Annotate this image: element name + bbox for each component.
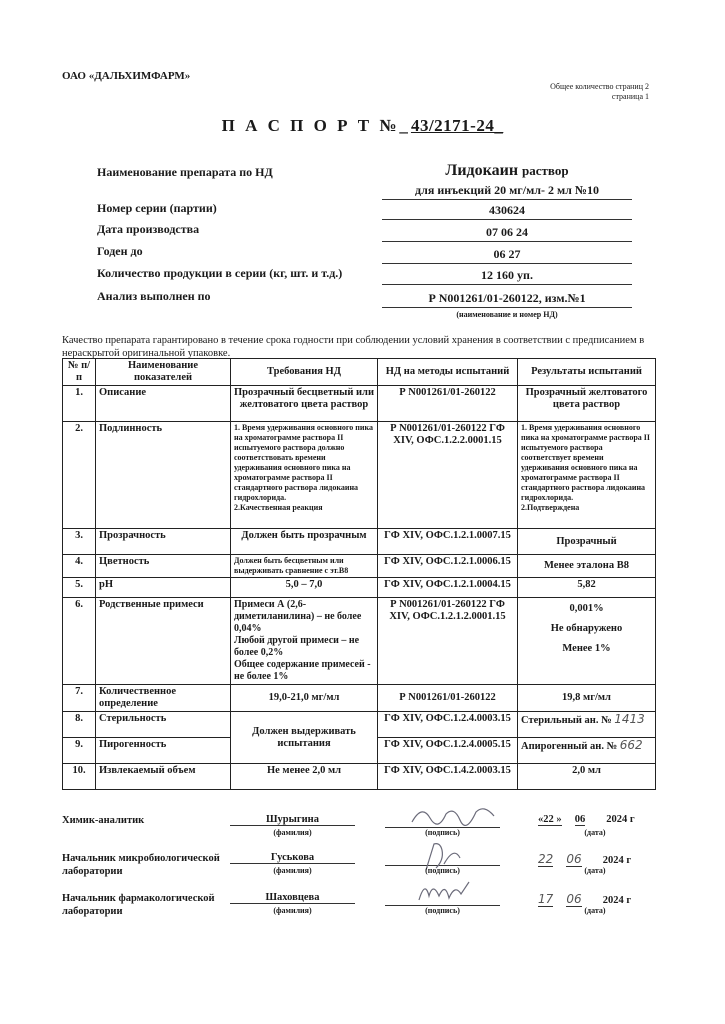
row-method: ГФ XIV, ОФС.1.4.2.0003.15 [378,764,518,790]
sig-date-micro [538,852,631,866]
row-name: Подлинность [96,422,231,529]
quality-statement: Качество препарата гарантировано в течение срока годности при соблюдении условий хранения в соответствии с предписанием в нераскрытой оригинальной упаковке. [62,335,645,359]
header-name: Наименование показателей [96,359,231,386]
row-result: 1. Время удерживания основного пика на хроматограмме раствора II испытуемого раствора соответствует времени удерживания основного пика на хроматограмме раствора II стандартного раствора лидокаина гидрохлорида. 2.Подтверждена [518,422,656,529]
sig-sign-caption: (подпись) [425,866,460,875]
expiry-label: Годен до [97,244,143,258]
drug-form: раствор [522,163,569,178]
drug-desc: для инъекций 20 мг/мл- 2 мл №10 [382,183,632,200]
sig-date-caption: (дата) [584,906,606,915]
table-row [63,598,656,685]
row-req: 5,0 – 7,0 [231,578,378,598]
page-number: страница 1 [611,92,649,101]
row-num: 8. [63,712,96,738]
result-text: Апирогенный ан. № [521,741,618,752]
sig-role-chemist: Химик-аналитик [62,815,145,826]
row-name: Описание [96,386,231,422]
drug-label: Наименование препарата по НД [97,165,273,179]
header-req: Требования НД [231,359,378,386]
sig-name-caption: (фамилия) [273,866,312,875]
row-num: 10. [63,764,96,790]
page-count [550,82,649,102]
sig-year: 2024 г [602,855,632,866]
row-name: Извлекаемый объем [96,764,231,790]
signature-mark [410,800,500,830]
handwritten-number: 662 [619,738,643,752]
row-result: Прозрачный желтоватого цвета раствор [518,386,656,422]
test-results-table [62,358,656,790]
drug-name-text: Лидокаин [445,162,519,179]
row-req: 1. Время удерживания основного пика на хроматограмме раствора II испытуемого раствора должно соответствовать времени удерживания основного пика на хроматограмме раствора II стандартного раствора лидокаина гидрохлорида. 2.Качественная реакция [231,422,378,529]
passport-number: 43/2171-24_ [410,116,504,135]
row-name: Стерильность [96,712,231,738]
row-method: ГФ XIV, ОФС.1.2.4.0005.15 [378,738,518,764]
row-result [518,738,656,764]
row-req: Должен выдерживать испытания [231,712,378,764]
row-result: 5,82 [518,578,656,598]
series-label: Номер серии (партии) [97,201,217,215]
sig-date-chemist [538,814,635,825]
prod-date-label: Дата производства [97,222,200,236]
sig-day: 22 [538,852,554,866]
row-num: 5. [63,578,96,598]
row-num: 3. [63,529,96,555]
prod-date-value: 07 06 24 [382,225,632,242]
table-row [63,386,656,422]
sig-name-micro: Гуськова [230,852,355,864]
row-req: Должен быть бесцветным или выдерживать сравнение с эт.В8 [231,555,378,578]
sig-date-caption: (дата) [584,828,606,837]
passport-title [0,116,725,136]
table-header-row [63,359,656,386]
row-num: 9. [63,738,96,764]
row-num: 1. [63,386,96,422]
row-method: Р N001261/01-260122 ГФ XIV, ОФС.1.2.2.0001.15 [378,422,518,529]
row-method: Р N001261/01-260122 [378,386,518,422]
sig-day: 17 [538,892,554,906]
header-method: НД на методы испытаний [378,359,518,386]
sig-role-micro: Начальник микробиологической лаборатории [62,853,220,877]
table-row [63,712,656,738]
row-num: 7. [63,685,96,712]
row-method: ГФ XIV, ОФС.1.2.1.0007.15 [378,529,518,555]
row-num: 2. [63,422,96,529]
passport-prefix: П А С П О Р Т №_ [221,116,411,135]
row-req: Прозрачный бесцветный или желтоватого цвета раствор [231,386,378,422]
row-result: 0,001% Не обнаружено Менее 1% [518,598,656,685]
table-row [63,578,656,598]
row-method: Р N001261/01-260122 ГФ XIV, ОФС.1.2.1.2.0001.15 [378,598,518,685]
row-name: Прозрачность [96,529,231,555]
sig-day: «22 » [538,814,562,825]
row-result: 19,8 мг/мл [518,685,656,712]
row-result: 2,0 мл [518,764,656,790]
sig-name-pharm: Шаховцева [230,892,355,904]
row-result: Прозрачный [518,529,656,555]
table-row [63,422,656,529]
row-name: pH [96,578,231,598]
row-num: 6. [63,598,96,685]
row-req: Не менее 2,0 мл [231,764,378,790]
row-method: Р N001261/01-260122 [378,685,518,712]
quantity-label: Количество продукции в серии (кг, шт. и т.д.) [97,266,343,280]
handwritten-number: 1413 [614,712,645,726]
series-value: 430624 [382,203,632,220]
row-req: Примеси А (2,6-диметиланилина) – не более 0,04% Любой другой примеси – не более 0,2% Общее содержание примесей - не более 1% [231,598,378,685]
company-name: ОАО «ДАЛЬХИМФАРМ» [62,70,191,82]
header-result: Результаты испытаний [518,359,656,386]
row-method: ГФ XIV, ОФС.1.2.1.0006.15 [378,555,518,578]
row-name: Пирогенность [96,738,231,764]
sig-month: 06 [574,814,586,825]
table-row [63,555,656,578]
row-req: 19,0-21,0 мг/мл [231,685,378,712]
sig-sign-caption: (подпись) [425,828,460,837]
sig-date-caption: (дата) [584,866,606,875]
row-method: ГФ XIV, ОФС.1.2.1.0004.15 [378,578,518,598]
analysis-label: Анализ выполнен по [97,289,211,303]
sig-year: 2024 г [602,895,632,906]
total-pages: Общее количество страниц 2 [550,82,649,91]
table-row [63,529,656,555]
header-num: № п/п [63,359,96,386]
table-row [63,764,656,790]
sig-date-pharm [538,892,631,906]
result-text: Стерильный ан. № [521,715,612,726]
sig-name-caption: (фамилия) [273,828,312,837]
analysis-nd: Р N001261/01-260122, изм.№1 [382,291,632,308]
sig-month: 06 [566,892,582,906]
sig-month: 06 [566,852,582,866]
quantity-value: 12 160 уп. [382,268,632,285]
row-num: 4. [63,555,96,578]
sig-sign-caption: (подпись) [425,906,460,915]
row-name: Цветность [96,555,231,578]
sig-name-caption: (фамилия) [273,906,312,915]
row-method: ГФ XIV, ОФС.1.2.4.0003.15 [378,712,518,738]
expiry-value: 06 27 [382,247,632,264]
table-row [63,685,656,712]
row-name: Количественное определение [96,685,231,712]
drug-name [382,162,632,180]
row-result [518,712,656,738]
sig-year: 2024 г [606,814,635,825]
analysis-note: (наименование и номер НД) [456,310,558,319]
row-result: Менее эталона В8 [518,555,656,578]
signature-mark [415,876,475,906]
row-name: Родственные примеси [96,598,231,685]
row-req: Должен быть прозрачным [231,529,378,555]
sig-role-pharm: Начальник фармакологической лаборатории [62,893,215,917]
sig-name-chemist: Шурыгина [230,814,355,826]
